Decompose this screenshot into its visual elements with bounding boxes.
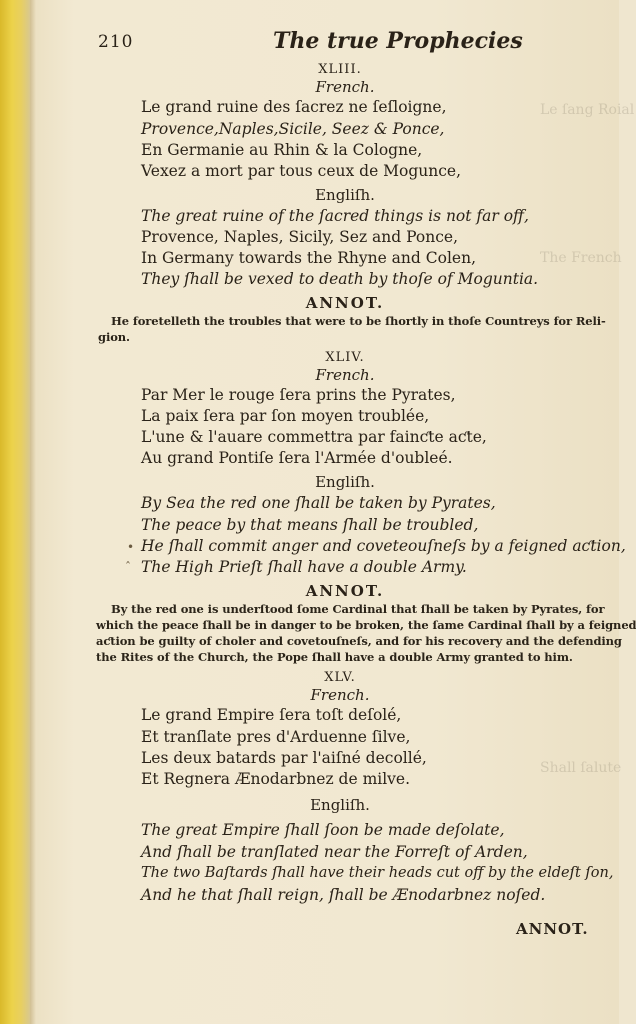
bleed-through: Shall ſalute (540, 760, 622, 776)
english-line: The High Prieſt ſhall have a double Army. (141, 558, 467, 576)
annot-heading: ANNOT. (305, 582, 385, 600)
catchword: ANNOT. (516, 920, 589, 938)
french-line: Le grand Empire ſera toſt deſolé, (141, 706, 402, 724)
english-line: And ſhall be tranſlated near the Forreſt of Arden, (141, 843, 528, 861)
running-title: The true Prophecies (273, 28, 523, 54)
annot-line: which the peace ſhall be in danger to be broken, the ſame Cardinal ſhall by a feigned (96, 618, 636, 632)
margin-mark: • (127, 540, 135, 554)
french-line: Provence,Naples,Sicile, Seez & Ponce, (141, 120, 445, 138)
french-line: En Germanie au Rhin & la Cologne, (141, 141, 423, 159)
english-line: The great Empire ſhall ſoon be made deſolate, (141, 821, 505, 839)
annot-heading: ANNOT. (305, 294, 385, 312)
french-line: Et tranſlate pres d'Arduenne ſilve, (141, 728, 411, 746)
english-line: In Germany towards the Rhyne and Colen, (141, 249, 476, 267)
french-line: Au grand Pontiſe ſera l'Armée d'oubleé. (141, 449, 453, 467)
english-line: By Sea the red one ſhall be taken by Pyrates, (141, 494, 496, 512)
french-heading: French. (315, 366, 375, 384)
english-line: And he that ſhall reign, ſhall be Ænodarbnez noſed. (141, 886, 546, 904)
french-line: La paix ſera par ſon moyen troublée, (141, 407, 430, 425)
annot-line: aƈtion be guilty of choler and covetouſneſs, and for his recovery and the defending (96, 634, 622, 648)
french-line: Par Mer le rouge ſera prins the Pyrates, (141, 386, 456, 404)
english-line: The peace by that means ſhall be troubled, (141, 516, 479, 534)
french-line: Vexez a mort par tous ceux de Mogunce, (141, 162, 462, 180)
english-line: They ſhall be vexed to death by thoſe of Moguntia. (141, 270, 539, 288)
running-header (98, 28, 558, 58)
quatrain-number: XLIV. (325, 350, 365, 365)
french-heading: French. (310, 686, 370, 704)
english-heading: Engliſh. (315, 186, 375, 204)
english-line: Provence, Naples, Sicily, Sez and Ponce, (141, 228, 459, 246)
page-binding-edge (0, 0, 30, 1024)
annot-line: He foretelleth the troubles that were to be ſhortly in thoſe Countreys for Reli- (111, 314, 606, 328)
annot-line: the Rites of the Church, the Pope ſhall have a double Army granted to him. (96, 650, 573, 664)
bleed-through: The French (540, 250, 622, 266)
french-line: Et Regnera Ænodarbnez de milve. (141, 770, 411, 788)
bleed-through: Le ſang Roial (540, 102, 635, 118)
english-heading: Engliſh. (310, 796, 370, 814)
french-heading: French. (315, 78, 375, 96)
annot-line: By the red one is underſtood ſome Cardinal that ſhall be taken by Pyrates, for (111, 602, 605, 616)
annot-line: gion. (98, 330, 130, 344)
french-line: Le grand ruine des ſacrez ne ſeſloigne, (141, 98, 447, 116)
quatrain-number: XLV. (324, 670, 356, 685)
english-line: The great ruine of the ſacred things is not far off, (141, 207, 529, 225)
quatrain-number: XLIII. (318, 62, 362, 77)
page-number: 210 (98, 32, 134, 52)
english-line: He ſhall commit anger and coveteouſneſs by a feigned aƈtion, (141, 537, 626, 555)
french-line: L'une & l'auare commettra par fainƈte aƈte, (141, 428, 487, 446)
english-line: The two Baſtards ſhall have their heads cut off by the eldeſt ſon, (141, 865, 614, 881)
binding-shadow (30, 0, 36, 1024)
french-line: Les deux batards par l'aiſné decollé, (141, 749, 427, 767)
english-heading: Engliſh. (315, 473, 375, 491)
margin-mark: ˆ (125, 560, 131, 574)
